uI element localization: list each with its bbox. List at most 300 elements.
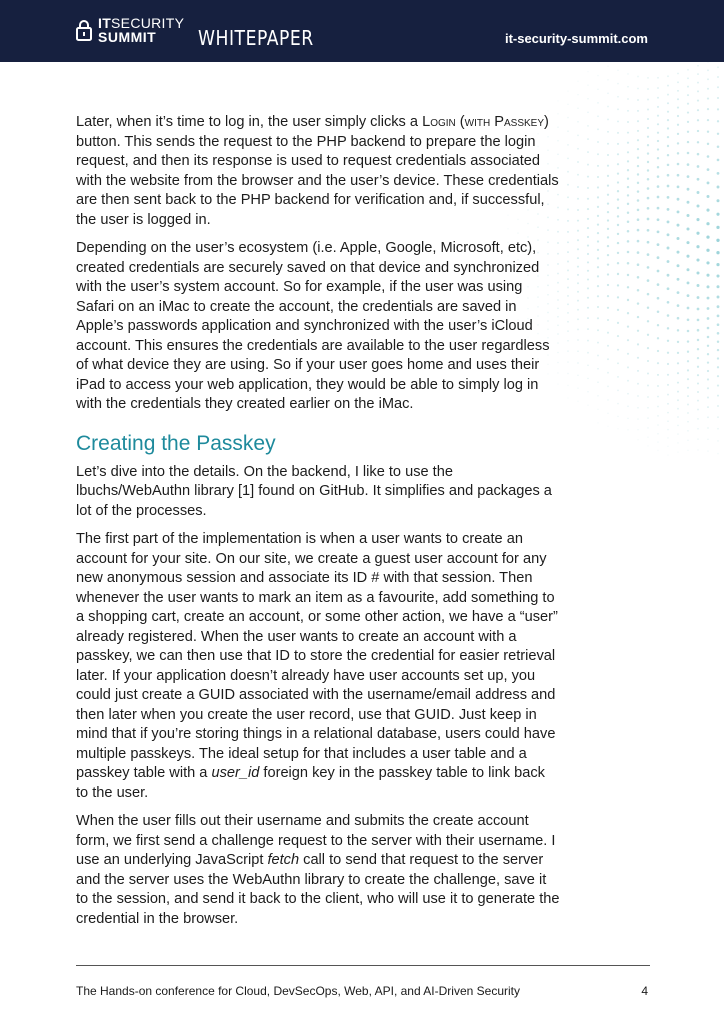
- decoration-dot: [607, 184, 609, 186]
- decoration-dot: [677, 152, 679, 154]
- decoration-dot: [667, 247, 670, 250]
- decoration-dot: [617, 322, 619, 324]
- decoration-dot: [667, 363, 669, 365]
- decoration-dot: [587, 378, 589, 380]
- decoration-dot: [677, 133, 679, 135]
- decoration-dot: [687, 430, 689, 432]
- decoration-dot: [587, 404, 588, 405]
- decoration-dot: [607, 426, 608, 427]
- decoration-dot: [667, 145, 669, 147]
- decoration-dot: [707, 353, 709, 355]
- decoration-dot: [607, 263, 609, 265]
- decoration-dot: [696, 271, 699, 274]
- decoration-dot: [717, 428, 719, 430]
- decoration-dot: [717, 349, 719, 351]
- decoration-dot: [637, 263, 640, 266]
- decoration-dot: [617, 252, 619, 254]
- decoration-dot: [657, 218, 660, 221]
- decoration-dot: [637, 418, 639, 420]
- decoration-dot: [607, 307, 609, 309]
- decoration-dot: [587, 270, 589, 272]
- decoration-dot: [567, 373, 569, 375]
- decoration-dot: [587, 125, 589, 127]
- decoration-dot: [607, 118, 609, 120]
- decoration-dot: [617, 120, 619, 122]
- decoration-dot: [597, 395, 599, 397]
- decoration-dot: [617, 83, 619, 85]
- decoration-dot: [677, 382, 679, 384]
- decoration-dot: [667, 274, 670, 277]
- decoration-dot: [607, 273, 609, 275]
- decoration-dot: [667, 208, 670, 211]
- decoration-dot: [706, 209, 709, 212]
- decoration-dot: [657, 140, 659, 142]
- decoration-dot: [597, 422, 598, 423]
- decoration-dot: [697, 90, 699, 92]
- decoration-dot: [657, 77, 659, 79]
- decoration-dot: [677, 278, 680, 281]
- decoration-dot: [597, 186, 599, 188]
- decoration-dot: [677, 416, 679, 418]
- decoration-dot: [706, 249, 709, 252]
- decoration-dot: [677, 329, 679, 331]
- decoration-dot: [657, 97, 659, 99]
- decoration-dot: [627, 169, 629, 171]
- decoration-dot: [627, 142, 629, 144]
- decoration-dot: [567, 158, 569, 160]
- decoration-dot: [707, 131, 709, 133]
- decoration-dot: [707, 307, 710, 310]
- decoration-dot: [597, 249, 599, 251]
- decoration-dot: [637, 240, 640, 243]
- decoration-dot: [587, 151, 589, 153]
- decoration-dot: [686, 227, 689, 230]
- decoration-dot: [677, 362, 679, 364]
- decoration-dot: [627, 380, 629, 382]
- logo-security: SECURITY: [111, 15, 185, 31]
- decoration-dot: [647, 241, 650, 244]
- decoration-dot: [637, 209, 640, 212]
- decoration-dot: [687, 412, 689, 414]
- decoration-dot: [617, 233, 619, 235]
- decoration-dot: [637, 190, 639, 192]
- decoration-dot: [717, 340, 719, 342]
- decoration-dot: [716, 226, 719, 229]
- decoration-dot: [677, 224, 680, 227]
- decoration-dot: [627, 251, 630, 254]
- decoration-dot: [607, 65, 608, 66]
- decoration-dot: [717, 76, 719, 78]
- article-body: [76, 113, 560, 938]
- decoration-dot: [577, 220, 579, 222]
- decoration-dot: [687, 307, 690, 310]
- decoration-dot: [697, 284, 700, 287]
- decoration-dot: [617, 416, 619, 418]
- paragraph-login: [76, 113, 560, 230]
- decoration-dot: [627, 325, 629, 327]
- decoration-dot: [577, 401, 578, 402]
- decoration-dot: [617, 428, 618, 429]
- decoration-dot: [696, 258, 699, 261]
- decoration-dot: [647, 417, 649, 419]
- decoration-dot: [637, 148, 639, 150]
- decoration-dot: [677, 304, 680, 307]
- decoration-dot: [657, 256, 660, 259]
- decoration-dot: [607, 194, 609, 196]
- conference-logo: [76, 16, 196, 46]
- decoration-dot: [697, 428, 699, 430]
- decoration-dot: [677, 98, 679, 100]
- decoration-dot: [567, 361, 569, 363]
- site-url: it-security-summit.com: [504, 31, 648, 46]
- decoration-dot: [706, 222, 709, 225]
- decoration-dot: [707, 387, 709, 389]
- decoration-dot: [667, 154, 669, 156]
- decoration-dot: [597, 102, 599, 104]
- decoration-dot: [597, 176, 599, 178]
- decoration-dot: [607, 202, 609, 204]
- decoration-dot: [627, 98, 629, 100]
- decoration-dot: [647, 169, 649, 171]
- decoration-dot: [577, 230, 579, 232]
- decoration-dot: [707, 108, 709, 110]
- decoration-dot: [587, 307, 589, 309]
- decoration-dot: [577, 375, 579, 377]
- decoration-dot: [607, 399, 609, 401]
- decoration-dot: [687, 351, 689, 353]
- document-type: WHITEPAPER: [198, 26, 314, 50]
- decoration-dot: [697, 308, 700, 311]
- decoration-dot: [567, 241, 569, 243]
- decoration-dot: [717, 186, 720, 189]
- decoration-dot: [677, 251, 680, 254]
- decoration-dot: [647, 161, 649, 163]
- decoration-dot: [697, 119, 699, 121]
- decoration-dot: [697, 191, 700, 194]
- decoration-dot: [637, 330, 639, 332]
- decoration-dot: [607, 165, 609, 167]
- decoration-dot: [577, 282, 579, 284]
- decoration-dot: [657, 297, 660, 300]
- decoration-dot: [717, 159, 720, 162]
- decoration-dot: [717, 375, 719, 377]
- decoration-dot: [607, 413, 609, 415]
- decoration-dot: [677, 210, 680, 213]
- decoration-dot: [617, 190, 619, 192]
- decoration-dot: [627, 221, 630, 224]
- decoration-dot: [627, 299, 629, 301]
- decoration-dot: [567, 303, 569, 305]
- decoration-dot: [697, 100, 699, 102]
- decoration-dot: [717, 305, 720, 308]
- decoration-dot: [557, 100, 558, 101]
- decoration-dot: [607, 245, 609, 247]
- decoration-dot: [637, 316, 639, 318]
- decoration-dot: [707, 195, 710, 198]
- decoration-dot: [707, 181, 710, 184]
- decoration-dot: [647, 436, 648, 437]
- decoration-dot: [627, 151, 629, 153]
- decoration-dot: [667, 384, 669, 386]
- decoration-dot: [657, 207, 660, 210]
- decoration-dot: [687, 421, 689, 423]
- decoration-dot: [687, 369, 689, 371]
- decoration-dot: [697, 178, 700, 181]
- decoration-dot: [677, 442, 679, 444]
- decoration-dot: [597, 215, 599, 217]
- decoration-dot: [617, 96, 619, 98]
- decoration-dot: [637, 165, 639, 167]
- decoration-dot: [617, 390, 619, 392]
- decoration-dot: [667, 394, 669, 396]
- decoration-dot: [587, 278, 589, 280]
- decoration-dot: [716, 199, 719, 202]
- decoration-dot: [637, 199, 640, 202]
- decoration-dot: [647, 266, 650, 269]
- decoration-dot: [707, 370, 709, 372]
- decoration-dot: [607, 332, 609, 334]
- decoration-dot: [617, 376, 619, 378]
- decoration-dot: [607, 175, 609, 177]
- decoration-dot: [697, 400, 699, 402]
- decoration-dot: [717, 385, 719, 387]
- decoration-dot: [637, 251, 640, 254]
- decoration-dot: [647, 427, 649, 429]
- decoration-dot: [657, 115, 659, 117]
- decoration-dot: [647, 152, 649, 154]
- decoration-dot: [667, 437, 669, 439]
- decoration-dot: [697, 82, 699, 84]
- decoration-dot: [657, 433, 659, 435]
- decoration-dot: [697, 382, 699, 384]
- decoration-dot: [607, 106, 609, 108]
- decoration-dot: [687, 103, 689, 105]
- decoration-dot: [617, 153, 619, 155]
- paragraph-text: The first part of the implementation is when a user wants to create an account for your site. On our site, we create a guest user account for any new anonymous session and associate its ID # with that session. Then whenever the user wants to mark an item as a favourite, add something to a shopping cart, create an account, or some other action, we have a “user” already registered. When the user wants to create an account with a passkey, we can then use that ID to store the credential for easier retrieval later. If your application doesn’t already have user accounts set up, you could just create a GUID associated with the username/email address and then later when you create the user record, use that GUID. Just keep in mind that if you’re storing things in a relational database, users could have multiple passkeys. The ideal setup for that includes a user table and a passkey table with a: [76, 531, 558, 781]
- decoration-dot: [677, 341, 679, 343]
- decoration-dot: [686, 241, 689, 244]
- decoration-dot: [567, 184, 569, 186]
- decoration-dot: [587, 352, 589, 354]
- decoration-dot: [637, 429, 639, 431]
- decoration-dot: [687, 378, 689, 380]
- decoration-dot: [567, 103, 569, 105]
- decoration-dot: [587, 111, 589, 113]
- decoration-dot: [677, 124, 679, 126]
- decoration-dot: [617, 242, 619, 244]
- decoration-dot: [587, 236, 589, 238]
- paragraph-challenge: [76, 812, 560, 929]
- decoration-dot: [706, 261, 709, 264]
- decoration-dot: [587, 245, 589, 247]
- paragraph-intro: Let’s dive into the details. On the backend, I like to use the lbuchs/WebAuthn library [1] found on GitHub. It simplifies and packages a lot of the processes.: [76, 463, 552, 519]
- decoration-dot: [697, 165, 700, 168]
- decoration-dot: [697, 329, 700, 332]
- decoration-dot: [577, 174, 579, 176]
- decoration-dot: [657, 415, 659, 417]
- decoration-dot: [617, 70, 619, 72]
- decoration-dot: [617, 362, 619, 364]
- decoration-dot: [587, 391, 589, 393]
- decoration-dot: [607, 386, 609, 388]
- decoration-dot: [567, 196, 569, 198]
- decoration-dot: [577, 135, 579, 137]
- decoration-dot: [687, 318, 690, 321]
- decoration-dot: [597, 275, 599, 277]
- decoration-dot: [607, 228, 609, 230]
- decoration-dot: [607, 154, 609, 156]
- decoration-dot: [717, 323, 720, 326]
- logo-summit: SUMMIT: [98, 29, 157, 45]
- decoration-dot: [577, 339, 579, 341]
- decoration-dot: [647, 77, 649, 79]
- decoration-dot: [657, 166, 659, 168]
- decoration-dot: [667, 85, 669, 87]
- decoration-dot: [657, 175, 660, 178]
- decoration-dot: [657, 132, 659, 134]
- decoration-dot: [687, 112, 689, 114]
- paragraph-text: Later, when it’s time to log in, the user simply clicks a: [76, 114, 423, 130]
- decoration-dot: [587, 253, 589, 255]
- decoration-dot: [577, 350, 579, 352]
- decoration-dot: [607, 358, 609, 360]
- decoration-dot: [667, 94, 669, 96]
- decoration-dot: [697, 109, 699, 111]
- decoration-dot: [597, 75, 598, 76]
- decoration-dot: [657, 157, 659, 159]
- decoration-dot: [577, 328, 579, 330]
- decoration-dot: [577, 257, 579, 259]
- decoration-dot: [567, 231, 569, 233]
- decoration-dot: [577, 291, 579, 293]
- decoration-dot: [657, 350, 659, 352]
- decoration-dot: [657, 406, 659, 408]
- decoration-dot: [707, 439, 709, 441]
- decoration-dot: [657, 123, 659, 125]
- decoration-dot: [627, 132, 629, 134]
- decoration-dot: [706, 274, 709, 277]
- decoration-dot: [677, 237, 680, 240]
- decoration-dot: [707, 397, 709, 399]
- decoration-dot: [667, 119, 669, 121]
- decoration-dot: [697, 409, 699, 411]
- decoration-dot: [707, 378, 709, 380]
- decoration-dot: [617, 132, 619, 134]
- decoration-dot: [647, 320, 649, 322]
- logo-top-line: [98, 16, 184, 30]
- decoration-dot: [627, 230, 630, 233]
- decoration-dot: [657, 396, 659, 398]
- decoration-dot: [687, 152, 690, 155]
- decoration-dot: [567, 385, 568, 386]
- decoration-dot: [567, 251, 569, 253]
- decoration-dot: [657, 283, 660, 286]
- decoration-dot: [647, 144, 649, 146]
- decoration-dot: [717, 366, 719, 368]
- decoration-dot: [607, 372, 609, 374]
- decoration-dot: [697, 348, 699, 350]
- decoration-dot: [667, 111, 669, 113]
- decoration-dot: [627, 178, 629, 180]
- decoration-dot: [667, 174, 670, 177]
- decoration-dot: [697, 374, 699, 376]
- decoration-dot: [687, 141, 689, 143]
- section-heading: Creating the Passkey: [76, 431, 276, 455]
- decoration-dot: [587, 218, 589, 220]
- decoration-dot: [637, 302, 639, 304]
- decoration-dot: [657, 270, 660, 273]
- decoration-dot: [657, 441, 658, 442]
- decoration-dot: [657, 324, 659, 326]
- decoration-dot: [687, 131, 689, 133]
- decoration-dot: [687, 268, 690, 271]
- decoration-dot: [707, 155, 710, 158]
- decoration-dot: [677, 186, 680, 189]
- decoration-dot: [607, 92, 609, 94]
- decoration-dot: [657, 185, 660, 188]
- decoration-dot: [577, 209, 579, 211]
- paragraph-text: button. This sends the request to the PHP backend to prepare the login request, and then its response is used to request credentials associated with the website from the browser and the user’s device. These credentials are then sent back to the PHP backend for verification and, if successful, the user is logged in.: [76, 133, 559, 228]
- decoration-dot: [627, 240, 630, 243]
- decoration-dot: [717, 86, 719, 88]
- inline-code-user-id: user_id: [211, 765, 260, 781]
- decoration-dot: [597, 62, 598, 63]
- decoration-dot: [717, 416, 719, 418]
- decoration-dot: [677, 142, 679, 144]
- decoration-dot: [657, 311, 660, 314]
- decoration-dot: [627, 186, 629, 188]
- decoration-dot: [597, 329, 599, 331]
- decoration-dot: [607, 284, 609, 286]
- decoration-dot: [597, 232, 599, 234]
- decoration-dot: [627, 353, 629, 355]
- decoration-dot: [687, 294, 690, 297]
- decoration-dot: [717, 315, 720, 318]
- decoration-dot: [667, 287, 670, 290]
- decoration-dot: [677, 163, 680, 166]
- decoration-dot: [667, 340, 669, 342]
- decoration-dot: [587, 98, 589, 100]
- decoration-dot: [717, 145, 720, 148]
- decoration-dot: [707, 317, 710, 320]
- decoration-dot: [587, 164, 589, 166]
- decoration-dot: [677, 81, 679, 83]
- decoration-dot: [667, 412, 669, 414]
- decoration-dot: [637, 110, 639, 112]
- decoration-dot: [637, 439, 638, 440]
- decoration-dot: [577, 121, 579, 123]
- decoration-dot: [587, 261, 589, 263]
- decoration-dot: [627, 429, 628, 430]
- decoration-dot: [567, 287, 569, 289]
- decoration-dot: [667, 102, 669, 104]
- decoration-dot: [597, 165, 599, 167]
- decoration-dot: [627, 86, 629, 88]
- decoration-dot: [587, 297, 589, 299]
- decoration-dot: [707, 69, 709, 71]
- decoration-dot: [677, 115, 679, 117]
- decoration-dot: [577, 266, 579, 268]
- decoration-dot: [697, 357, 699, 359]
- decoration-dot: [647, 445, 648, 446]
- decoration-dot: [567, 321, 569, 323]
- decoration-dot: [697, 130, 699, 132]
- decoration-dot: [647, 178, 650, 181]
- decoration-dot: [657, 148, 659, 150]
- decoration-dot: [717, 395, 719, 397]
- decoration-dot: [687, 404, 689, 406]
- decoration-dot: [697, 449, 698, 450]
